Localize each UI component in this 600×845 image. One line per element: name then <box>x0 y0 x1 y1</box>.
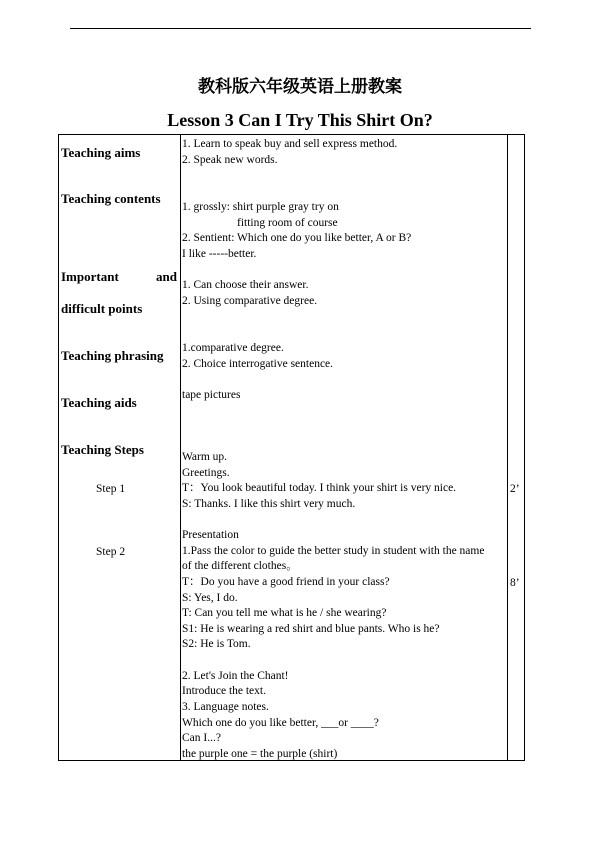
phrasing-line: 2. Choice interrogative sentence. <box>182 358 334 370</box>
phrasing-line: 1.comparative degree. <box>182 342 284 354</box>
contents-line: 1. grossly: shirt purple gray try on <box>182 201 339 213</box>
aims-line: 1. Learn to speak buy and sell express method. <box>182 138 398 150</box>
steps-line: T：Do you have a good friend in your class? <box>182 576 390 588</box>
label-important: Important <box>61 269 119 284</box>
label-and: and <box>156 269 177 284</box>
steps-line: 1.Pass the color to guide the better study in student with the name <box>182 545 485 557</box>
steps-line: Which one do you like better, ___or ____? <box>182 717 379 729</box>
steps-line: of the different clothes。 <box>182 560 298 572</box>
aims-line: 2. Speak new words. <box>182 154 278 166</box>
steps-line: 3. Language notes. <box>182 701 269 713</box>
steps-line: S: Yes, I do. <box>182 592 238 604</box>
steps-line: S1: He is wearing a red shirt and blue pants. Who is he? <box>182 623 440 635</box>
lesson-plan-table <box>58 134 525 761</box>
steps-line: 2. Let's Join the Chant! <box>182 670 289 682</box>
label-step-2: Step 2 <box>96 546 126 558</box>
label-teaching-steps: Teaching Steps <box>61 442 144 457</box>
steps-line: T：You look beautiful today. I think your shirt is very nice. <box>182 482 457 494</box>
column-divider-label <box>180 135 181 760</box>
header-rule <box>70 28 531 29</box>
contents-line: 2. Sentient: Which one do you like better, A or B? <box>182 232 412 244</box>
steps-line: Presentation <box>182 529 239 541</box>
steps-line: Introduce the text. <box>182 685 266 697</box>
label-teaching-aids: Teaching aids <box>61 395 137 410</box>
label-teaching-contents: Teaching contents <box>61 191 161 206</box>
step1-duration: 2’ <box>510 483 520 495</box>
label-teaching-aims: Teaching aims <box>61 145 141 160</box>
difficult-line: 2. Using comparative degree. <box>182 295 318 307</box>
column-divider-time <box>507 135 508 760</box>
aids-line: tape pictures <box>182 389 241 401</box>
contents-line: fitting room of course <box>237 217 338 229</box>
contents-line: I like -----better. <box>182 248 257 260</box>
label-teaching-phrasing: Teaching phrasing <box>61 348 164 363</box>
label-step-1: Step 1 <box>96 483 126 495</box>
steps-line: the purple one = the purple (shirt) <box>182 748 338 760</box>
steps-line: S2: He is Tom. <box>182 638 251 650</box>
difficult-line: 1. Can choose their answer. <box>182 279 309 291</box>
steps-line: S: Thanks. I like this shirt very much. <box>182 498 356 510</box>
steps-line: Greetings. <box>182 467 230 479</box>
steps-line: T: Can you tell me what is he / she wearing? <box>182 607 387 619</box>
steps-line: Can I...? <box>182 732 221 744</box>
label-difficult-points: difficult points <box>61 301 143 316</box>
lesson-title: Lesson 3 Can I Try This Shirt On? <box>167 110 433 130</box>
document-title-chinese: 教科版六年级英语上册教案 <box>198 77 402 97</box>
step2-duration: 8’ <box>510 577 520 589</box>
steps-line: Warm up. <box>182 451 228 463</box>
